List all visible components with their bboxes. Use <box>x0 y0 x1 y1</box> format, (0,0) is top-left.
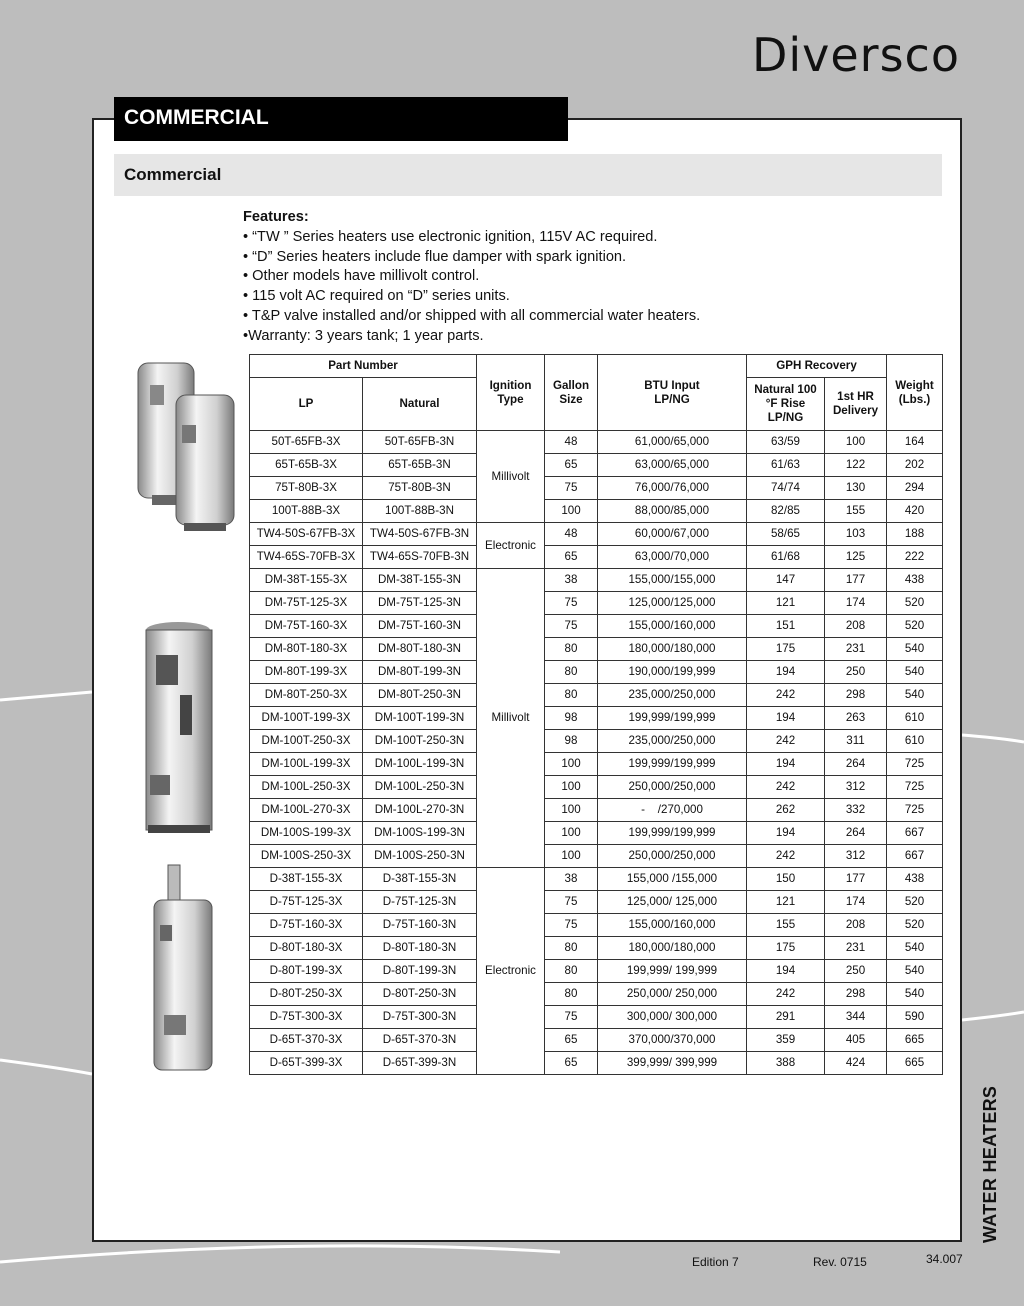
weight-cell: 725 <box>887 799 943 822</box>
natural-recovery-cell: 155 <box>747 914 825 937</box>
btu-input-cell: 199,999/199,999 <box>598 707 747 730</box>
first-hr-delivery-cell: 250 <box>825 960 887 983</box>
weight-cell: 667 <box>887 845 943 868</box>
first-hr-delivery-cell: 231 <box>825 638 887 661</box>
first-hr-delivery-cell: 177 <box>825 868 887 891</box>
lp-part-number-cell: DM-100S-199-3X <box>250 822 363 845</box>
natural-recovery-cell: 147 <box>747 569 825 592</box>
lp-part-number-cell: TW4-65S-70FB-3X <box>250 546 363 569</box>
weight-cell: 610 <box>887 730 943 753</box>
gallon-size-cell: 80 <box>545 960 598 983</box>
first-hr-delivery-cell: 174 <box>825 592 887 615</box>
gallon-size-cell: 75 <box>545 1006 598 1029</box>
first-hr-delivery-cell: 298 <box>825 983 887 1006</box>
table-row <box>250 891 943 914</box>
gallon-size-cell: 100 <box>545 753 598 776</box>
water-heater-image-4 <box>154 865 212 1070</box>
table-row <box>250 799 943 822</box>
features-block <box>243 208 893 347</box>
btu-input-cell: 250,000/ 250,000 <box>598 983 747 1006</box>
weight-cell: 665 <box>887 1029 943 1052</box>
table-row <box>250 1029 943 1052</box>
natural-recovery-cell: 61/68 <box>747 546 825 569</box>
table-row <box>250 684 943 707</box>
natural-recovery-cell: 194 <box>747 661 825 684</box>
lp-part-number-cell: D-75T-300-3X <box>250 1006 363 1029</box>
btu-input-cell: 235,000/250,000 <box>598 684 747 707</box>
table-row <box>250 661 943 684</box>
natural-part-number-cell: DM-100S-250-3N <box>363 845 477 868</box>
btu-input-cell: 399,999/ 399,999 <box>598 1052 747 1075</box>
first-hr-delivery-cell: 208 <box>825 914 887 937</box>
table-row <box>250 822 943 845</box>
table-row <box>250 1006 943 1029</box>
btu-input-cell: 88,000/85,000 <box>598 500 747 523</box>
natural-recovery-cell: 121 <box>747 891 825 914</box>
specifications-table <box>249 354 943 1075</box>
natural-part-number-cell: 65T-65B-3N <box>363 454 477 477</box>
feature-item: • Other models have millivolt control. <box>243 268 480 285</box>
lp-part-number-cell: DM-80T-199-3X <box>250 661 363 684</box>
lp-part-number-cell: 75T-80B-3X <box>250 477 363 500</box>
gallon-size-cell: 100 <box>545 822 598 845</box>
btu-input-cell: 180,000/180,000 <box>598 937 747 960</box>
weight-cell: 725 <box>887 753 943 776</box>
lp-part-number-cell: DM-100L-270-3X <box>250 799 363 822</box>
table-row <box>250 477 943 500</box>
natural-part-number-cell: DM-100L-250-3N <box>363 776 477 799</box>
natural-part-number-cell: D-80T-180-3N <box>363 937 477 960</box>
first-hr-delivery-cell: 312 <box>825 776 887 799</box>
natural-recovery-cell: 82/85 <box>747 500 825 523</box>
lp-part-number-cell: D-65T-399-3X <box>250 1052 363 1075</box>
natural-recovery-cell: 388 <box>747 1052 825 1075</box>
natural-recovery-cell: 242 <box>747 983 825 1006</box>
gallon-size-cell: 75 <box>545 592 598 615</box>
btu-input-cell: 125,000/125,000 <box>598 592 747 615</box>
water-heater-image-2 <box>176 395 234 531</box>
natural-recovery-cell: 242 <box>747 684 825 707</box>
natural-part-number-cell: 50T-65FB-3N <box>363 431 477 454</box>
feature-item: •Warranty: 3 years tank; 1 year parts. <box>243 327 484 344</box>
gallon-size-cell: 80 <box>545 661 598 684</box>
btu-input-cell: 61,000/65,000 <box>598 431 747 454</box>
btu-input-cell: 199,999/ 199,999 <box>598 960 747 983</box>
natural-part-number-cell: DM-80T-199-3N <box>363 661 477 684</box>
first-hr-delivery-cell: 177 <box>825 569 887 592</box>
natural-part-number-cell: 75T-80B-3N <box>363 477 477 500</box>
ignition-type-cell: Millivolt <box>477 569 545 868</box>
lp-part-number-cell: DM-80T-180-3X <box>250 638 363 661</box>
gallon-size-cell: 75 <box>545 477 598 500</box>
btu-input-cell: 155,000/160,000 <box>598 914 747 937</box>
lp-part-number-cell: D-75T-160-3X <box>250 914 363 937</box>
ignition-type-cell: Electronic <box>477 868 545 1075</box>
gallon-size-cell: 100 <box>545 500 598 523</box>
btu-input-cell: 155,000/160,000 <box>598 615 747 638</box>
table-row <box>250 753 943 776</box>
header-natural-rise: Natural 100 °F Rise LP/NG <box>747 378 825 431</box>
lp-part-number-cell: 65T-65B-3X <box>250 454 363 477</box>
side-label: WATER HEATERS <box>980 1085 1000 1243</box>
first-hr-delivery-cell: 311 <box>825 730 887 753</box>
diversco-logo: Diversco <box>751 28 960 82</box>
natural-recovery-cell: 194 <box>747 753 825 776</box>
natural-part-number-cell: D-80T-250-3N <box>363 983 477 1006</box>
weight-cell: 590 <box>887 1006 943 1029</box>
lp-part-number-cell: TW4-50S-67FB-3X <box>250 523 363 546</box>
header-gph-recovery: GPH Recovery <box>747 355 887 378</box>
gallon-size-cell: 65 <box>545 1029 598 1052</box>
weight-cell: 520 <box>887 615 943 638</box>
natural-recovery-cell: 74/74 <box>747 477 825 500</box>
header-lp: LP <box>250 378 363 431</box>
lp-part-number-cell: DM-100L-199-3X <box>250 753 363 776</box>
feature-item: • “TW ” Series heaters use electronic ignition, 115V AC required. <box>243 228 658 245</box>
table-row <box>250 914 943 937</box>
natural-recovery-cell: 194 <box>747 960 825 983</box>
header-natural: Natural <box>363 378 477 431</box>
btu-input-cell: 250,000/250,000 <box>598 845 747 868</box>
natural-part-number-cell: D-75T-125-3N <box>363 891 477 914</box>
gallon-size-cell: 98 <box>545 707 598 730</box>
first-hr-delivery-cell: 100 <box>825 431 887 454</box>
section-title: Commercial <box>114 154 942 196</box>
gallon-size-cell: 100 <box>545 845 598 868</box>
weight-cell: 520 <box>887 891 943 914</box>
header-btu-input: BTU Input LP/NG <box>598 355 747 431</box>
lp-part-number-cell: 100T-88B-3X <box>250 500 363 523</box>
weight-cell: 202 <box>887 454 943 477</box>
lp-part-number-cell: DM-100T-250-3X <box>250 730 363 753</box>
natural-part-number-cell: TW4-50S-67FB-3N <box>363 523 477 546</box>
btu-input-cell: 76,000/76,000 <box>598 477 747 500</box>
btu-input-cell: - /270,000 <box>598 799 747 822</box>
lp-part-number-cell: DM-38T-155-3X <box>250 569 363 592</box>
gallon-size-cell: 100 <box>545 776 598 799</box>
table-row <box>250 454 943 477</box>
feature-item: • “D” Series heaters include flue damper with spark ignition. <box>243 248 627 265</box>
weight-cell: 665 <box>887 1052 943 1075</box>
header-gallon-size: Gallon Size <box>545 355 598 431</box>
weight-cell: 420 <box>887 500 943 523</box>
first-hr-delivery-cell: 424 <box>825 1052 887 1075</box>
gallon-size-cell: 65 <box>545 1052 598 1075</box>
first-hr-delivery-cell: 103 <box>825 523 887 546</box>
table-row <box>250 500 943 523</box>
gallon-size-cell: 48 <box>545 431 598 454</box>
btu-input-cell: 250,000/250,000 <box>598 776 747 799</box>
natural-part-number-cell: TW4-65S-70FB-3N <box>363 546 477 569</box>
footer-revision: Rev. 0715 <box>813 1255 867 1269</box>
natural-recovery-cell: 291 <box>747 1006 825 1029</box>
first-hr-delivery-cell: 405 <box>825 1029 887 1052</box>
header-weight: Weight (Lbs.) <box>887 355 943 431</box>
first-hr-delivery-cell: 312 <box>825 845 887 868</box>
first-hr-delivery-cell: 263 <box>825 707 887 730</box>
natural-part-number-cell: DM-80T-250-3N <box>363 684 477 707</box>
btu-input-cell: 180,000/180,000 <box>598 638 747 661</box>
gallon-size-cell: 80 <box>545 638 598 661</box>
header-part-number: Part Number <box>250 355 477 378</box>
natural-part-number-cell: DM-100S-199-3N <box>363 822 477 845</box>
natural-part-number-cell: DM-100L-270-3N <box>363 799 477 822</box>
natural-recovery-cell: 121 <box>747 592 825 615</box>
lp-part-number-cell: DM-75T-160-3X <box>250 615 363 638</box>
header-ignition-type: Ignition Type <box>477 355 545 431</box>
gallon-size-cell: 98 <box>545 730 598 753</box>
weight-cell: 540 <box>887 937 943 960</box>
first-hr-delivery-cell: 231 <box>825 937 887 960</box>
weight-cell: 540 <box>887 661 943 684</box>
weight-cell: 540 <box>887 960 943 983</box>
natural-recovery-cell: 194 <box>747 822 825 845</box>
btu-input-cell: 155,000/155,000 <box>598 569 747 592</box>
weight-cell: 540 <box>887 983 943 1006</box>
lp-part-number-cell: DM-75T-125-3X <box>250 592 363 615</box>
natural-recovery-cell: 175 <box>747 638 825 661</box>
natural-part-number-cell: D-75T-160-3N <box>363 914 477 937</box>
category-tab: COMMERCIAL <box>114 97 568 141</box>
gallon-size-cell: 80 <box>545 684 598 707</box>
natural-recovery-cell: 63/59 <box>747 431 825 454</box>
btu-input-cell: 199,999/199,999 <box>598 753 747 776</box>
natural-part-number-cell: DM-100T-250-3N <box>363 730 477 753</box>
natural-part-number-cell: DM-75T-160-3N <box>363 615 477 638</box>
natural-recovery-cell: 175 <box>747 937 825 960</box>
btu-input-cell: 235,000/250,000 <box>598 730 747 753</box>
first-hr-delivery-cell: 130 <box>825 477 887 500</box>
natural-part-number-cell: DM-80T-180-3N <box>363 638 477 661</box>
first-hr-delivery-cell: 174 <box>825 891 887 914</box>
weight-cell: 540 <box>887 684 943 707</box>
gallon-size-cell: 75 <box>545 914 598 937</box>
feature-item: • T&P valve installed and/or shipped with all commercial water heaters. <box>243 307 701 324</box>
footer-edition: Edition 7 <box>692 1255 739 1269</box>
gallon-size-cell: 38 <box>545 569 598 592</box>
weight-cell: 164 <box>887 431 943 454</box>
table-row <box>250 983 943 1006</box>
weight-cell: 188 <box>887 523 943 546</box>
natural-recovery-cell: 242 <box>747 776 825 799</box>
btu-input-cell: 190,000/199,999 <box>598 661 747 684</box>
first-hr-delivery-cell: 155 <box>825 500 887 523</box>
btu-input-cell: 60,000/67,000 <box>598 523 747 546</box>
weight-cell: 438 <box>887 868 943 891</box>
first-hr-delivery-cell: 208 <box>825 615 887 638</box>
lp-part-number-cell: D-75T-125-3X <box>250 891 363 914</box>
lp-part-number-cell: DM-80T-250-3X <box>250 684 363 707</box>
weight-cell: 540 <box>887 638 943 661</box>
lp-part-number-cell: DM-100S-250-3X <box>250 845 363 868</box>
gallon-size-cell: 80 <box>545 937 598 960</box>
first-hr-delivery-cell: 298 <box>825 684 887 707</box>
gallon-size-cell: 75 <box>545 891 598 914</box>
header-first-hr-delivery: 1st HR Delivery <box>825 378 887 431</box>
ignition-type-cell: Millivolt <box>477 431 545 523</box>
gallon-size-cell: 48 <box>545 523 598 546</box>
table-row <box>250 730 943 753</box>
first-hr-delivery-cell: 332 <box>825 799 887 822</box>
lp-part-number-cell: 50T-65FB-3X <box>250 431 363 454</box>
weight-cell: 520 <box>887 592 943 615</box>
table-row <box>250 845 943 868</box>
btu-input-cell: 199,999/199,999 <box>598 822 747 845</box>
natural-recovery-cell: 61/63 <box>747 454 825 477</box>
natural-recovery-cell: 194 <box>747 707 825 730</box>
natural-part-number-cell: 100T-88B-3N <box>363 500 477 523</box>
water-heater-image-3 <box>146 622 212 833</box>
natural-recovery-cell: 58/65 <box>747 523 825 546</box>
lp-part-number-cell: D-80T-250-3X <box>250 983 363 1006</box>
btu-input-cell: 155,000 /155,000 <box>598 868 747 891</box>
first-hr-delivery-cell: 264 <box>825 753 887 776</box>
btu-input-cell: 125,000/ 125,000 <box>598 891 747 914</box>
natural-recovery-cell: 150 <box>747 868 825 891</box>
feature-item: • 115 volt AC required on “D” series units. <box>243 288 510 305</box>
table-row <box>250 431 943 454</box>
first-hr-delivery-cell: 264 <box>825 822 887 845</box>
natural-recovery-cell: 242 <box>747 845 825 868</box>
natural-part-number-cell: D-65T-399-3N <box>363 1052 477 1075</box>
footer-page-number: 34.007 <box>926 1252 963 1266</box>
lp-part-number-cell: D-80T-180-3X <box>250 937 363 960</box>
table-row <box>250 707 943 730</box>
table-row <box>250 523 943 546</box>
gallon-size-cell: 38 <box>545 868 598 891</box>
table-row <box>250 592 943 615</box>
weight-cell: 667 <box>887 822 943 845</box>
natural-recovery-cell: 262 <box>747 799 825 822</box>
lp-part-number-cell: D-38T-155-3X <box>250 868 363 891</box>
weight-cell: 520 <box>887 914 943 937</box>
btu-input-cell: 370,000/370,000 <box>598 1029 747 1052</box>
specifications-table-body <box>250 431 943 1075</box>
weight-cell: 294 <box>887 477 943 500</box>
btu-input-cell: 63,000/70,000 <box>598 546 747 569</box>
lp-part-number-cell: D-80T-199-3X <box>250 960 363 983</box>
lp-part-number-cell: D-65T-370-3X <box>250 1029 363 1052</box>
ignition-type-cell: Electronic <box>477 523 545 569</box>
gallon-size-cell: 65 <box>545 454 598 477</box>
table-row <box>250 937 943 960</box>
natural-recovery-cell: 151 <box>747 615 825 638</box>
first-hr-delivery-cell: 122 <box>825 454 887 477</box>
natural-part-number-cell: DM-100T-199-3N <box>363 707 477 730</box>
features-title: Features: <box>243 209 309 225</box>
gallon-size-cell: 100 <box>545 799 598 822</box>
table-row <box>250 638 943 661</box>
natural-part-number-cell: DM-75T-125-3N <box>363 592 477 615</box>
btu-input-cell: 300,000/ 300,000 <box>598 1006 747 1029</box>
table-row <box>250 569 943 592</box>
gallon-size-cell: 65 <box>545 546 598 569</box>
weight-cell: 610 <box>887 707 943 730</box>
natural-part-number-cell: D-38T-155-3N <box>363 868 477 891</box>
natural-part-number-cell: D-75T-300-3N <box>363 1006 477 1029</box>
table-row <box>250 1052 943 1075</box>
water-heater-illustrations <box>120 355 245 1075</box>
table-row <box>250 868 943 891</box>
natural-recovery-cell: 242 <box>747 730 825 753</box>
table-row <box>250 776 943 799</box>
first-hr-delivery-cell: 250 <box>825 661 887 684</box>
table-row <box>250 546 943 569</box>
natural-recovery-cell: 359 <box>747 1029 825 1052</box>
gallon-size-cell: 75 <box>545 615 598 638</box>
btu-input-cell: 63,000/65,000 <box>598 454 747 477</box>
lp-part-number-cell: DM-100L-250-3X <box>250 776 363 799</box>
natural-part-number-cell: DM-100L-199-3N <box>363 753 477 776</box>
gallon-size-cell: 80 <box>545 983 598 1006</box>
first-hr-delivery-cell: 125 <box>825 546 887 569</box>
table-row <box>250 960 943 983</box>
natural-part-number-cell: D-65T-370-3N <box>363 1029 477 1052</box>
weight-cell: 438 <box>887 569 943 592</box>
weight-cell: 725 <box>887 776 943 799</box>
lp-part-number-cell: DM-100T-199-3X <box>250 707 363 730</box>
natural-part-number-cell: DM-38T-155-3N <box>363 569 477 592</box>
first-hr-delivery-cell: 344 <box>825 1006 887 1029</box>
natural-part-number-cell: D-80T-199-3N <box>363 960 477 983</box>
table-row <box>250 615 943 638</box>
weight-cell: 222 <box>887 546 943 569</box>
